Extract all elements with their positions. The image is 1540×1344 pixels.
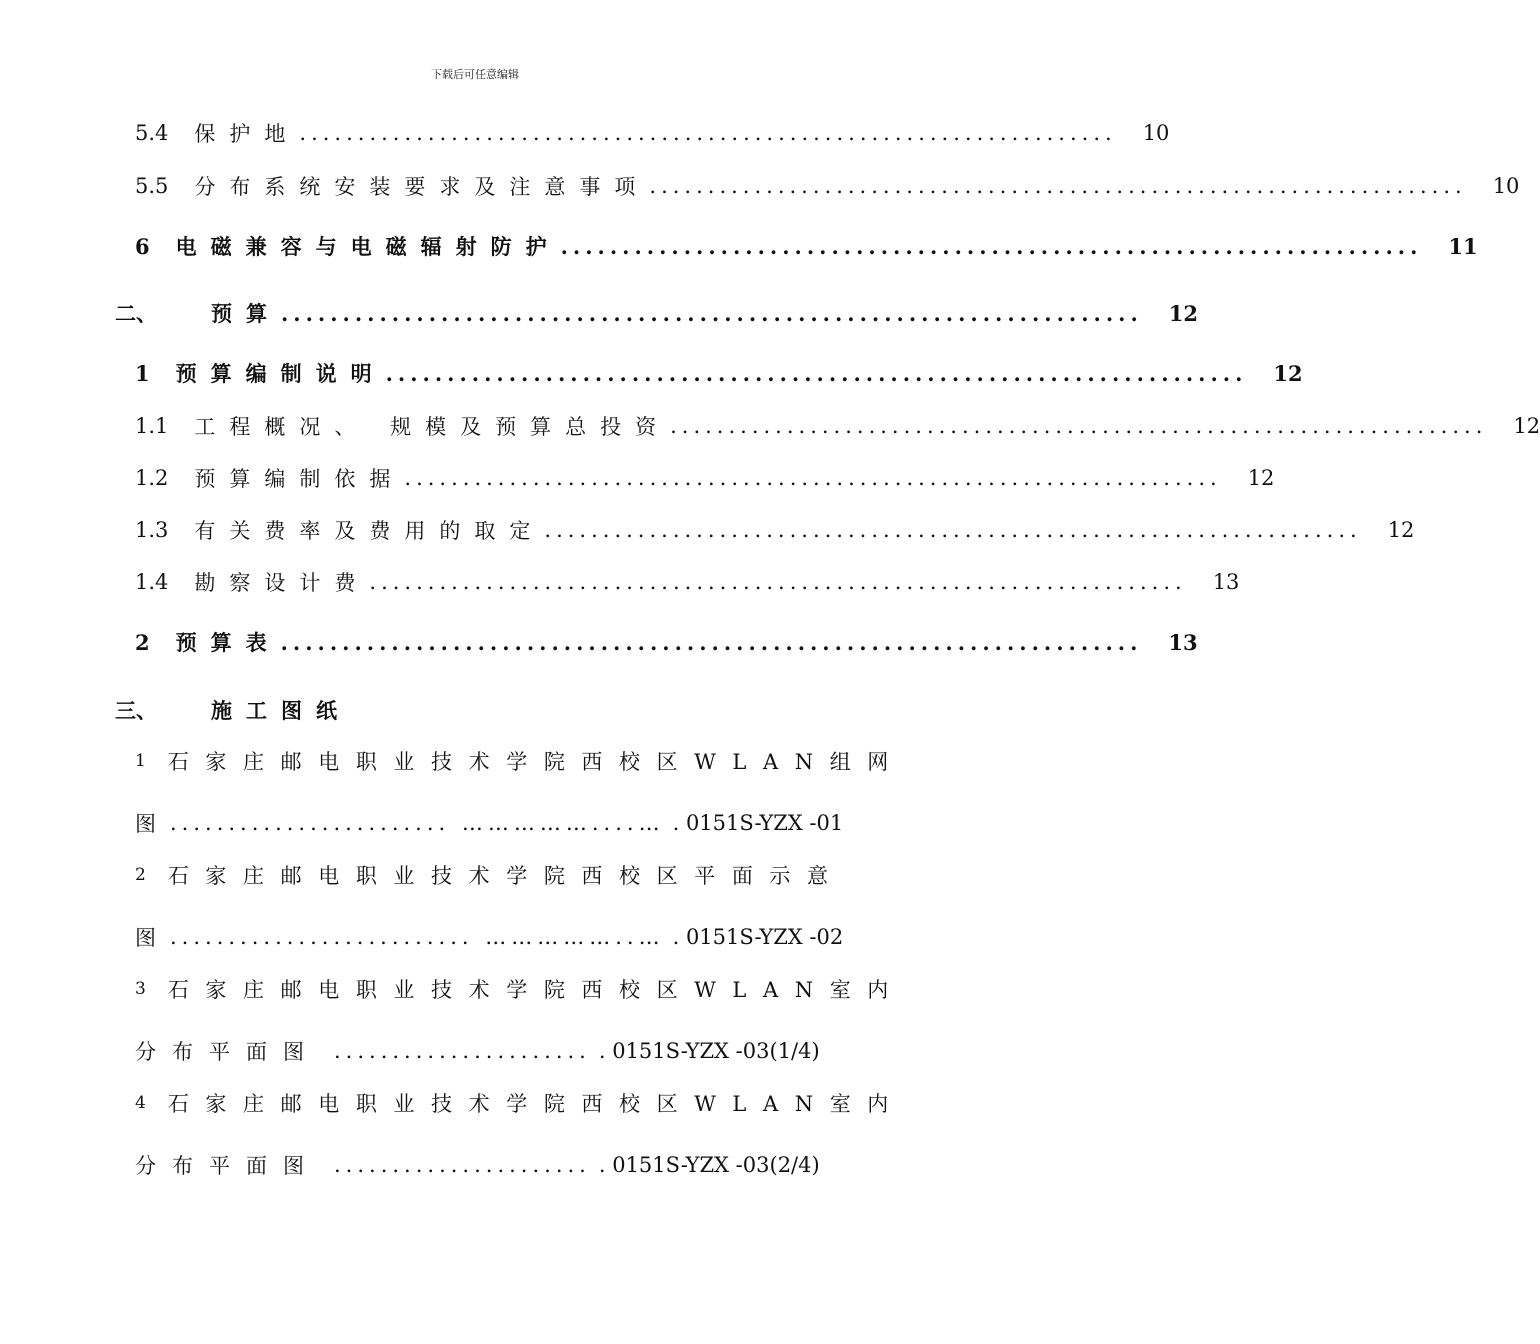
toc-number: 5.5 xyxy=(135,174,169,198)
toc-row[interactable] xyxy=(135,358,1303,388)
page-header: 下载后可任意编辑 xyxy=(431,68,519,81)
drawing-title: 石家庄邮电职业技术学院西校区WLAN组网 xyxy=(167,750,905,774)
section-number: 三、 xyxy=(115,698,157,723)
toc-page: 13 xyxy=(1168,629,1198,655)
drawing-code: . 0151S-YZX -03(2/4) xyxy=(598,1153,820,1177)
toc-number: 1.2 xyxy=(135,466,169,490)
drawing-code: . 0151S-YZX -02 xyxy=(672,925,844,949)
drawing-number: 1 xyxy=(135,751,146,771)
toc-title: 预算 xyxy=(211,301,281,326)
toc-number: 1.3 xyxy=(135,518,169,542)
toc-title: 分布系统安装要求及注意事项 xyxy=(194,175,650,199)
toc-leader: ...................................................................... xyxy=(649,174,1467,198)
drawing-item-cont[interactable] xyxy=(135,1036,820,1066)
toc-row[interactable] xyxy=(135,118,1170,148)
toc-leader: ...................................................................... xyxy=(369,570,1187,594)
drawing-title: 石家庄邮电职业技术学院西校区WLAN室内 xyxy=(167,1092,905,1116)
toc-number: 6 xyxy=(135,233,150,259)
toc-row[interactable] xyxy=(135,515,1415,545)
drawing-item[interactable] xyxy=(135,860,843,890)
section-title: 施工图纸 xyxy=(211,698,351,723)
toc-leader: ...................................................................... xyxy=(385,360,1248,386)
toc-leader: ...................... xyxy=(334,1039,591,1063)
drawing-code: . 0151S-YZX -01 xyxy=(672,811,844,835)
drawing-title: 石家庄邮电职业技术学院西校区WLAN室内 xyxy=(167,978,905,1002)
drawing-title-cont: 分布平面图 xyxy=(135,1154,320,1178)
toc-leader: ...................................................................... xyxy=(280,629,1143,655)
toc-page: 12 xyxy=(1168,300,1199,326)
section-heading xyxy=(115,695,843,725)
toc-title: 预算编制依据 xyxy=(194,467,405,491)
toc-row[interactable] xyxy=(135,171,1520,201)
drawing-title-cont: 图 xyxy=(135,926,156,950)
toc-title: 工程概况、 规模及预算总投资 xyxy=(194,415,671,439)
toc-page: 12 xyxy=(1273,360,1303,386)
toc-row[interactable] xyxy=(135,567,1240,597)
toc-leader: ........................ ……………....… xyxy=(170,811,665,835)
toc-title: 勘察设计费 xyxy=(194,571,370,595)
toc-title: 电磁兼容与电磁辐射防护 xyxy=(175,234,561,259)
toc-title: 预算表 xyxy=(175,630,281,655)
toc-page: 11 xyxy=(1448,233,1478,259)
toc-leader: ...................... xyxy=(334,1153,591,1177)
drawing-title-cont: 分布平面图 xyxy=(135,1040,320,1064)
toc-page: 12 xyxy=(1387,518,1415,542)
toc-page: 13 xyxy=(1212,570,1240,594)
drawing-item[interactable] xyxy=(135,1088,905,1118)
drawing-item-cont[interactable] xyxy=(135,922,843,952)
toc-row[interactable] xyxy=(135,411,1540,441)
drawing-code: . 0151S-YZX -03(1/4) xyxy=(598,1039,820,1063)
toc-leader: ...................................................................... xyxy=(299,121,1117,145)
drawing-number: 4 xyxy=(135,1093,146,1113)
toc-leader: .......................... ……………..… xyxy=(170,925,665,949)
toc-row[interactable] xyxy=(135,231,1478,261)
drawing-number: 2 xyxy=(135,865,146,885)
toc-number: 二、 xyxy=(115,301,157,326)
drawing-item-cont[interactable] xyxy=(135,808,843,838)
toc-row[interactable] xyxy=(135,463,1275,493)
toc-leader: ...................................................................... xyxy=(670,414,1488,438)
toc-leader: ...................................................................... xyxy=(281,300,1143,326)
toc-number: 2 xyxy=(135,629,150,655)
toc-page: 10 xyxy=(1142,121,1170,145)
toc-leader: ...................................................................... xyxy=(544,518,1362,542)
drawing-number: 3 xyxy=(135,979,146,999)
toc-number: 1.4 xyxy=(135,570,169,594)
toc-number: 1.1 xyxy=(135,414,169,438)
toc-row[interactable] xyxy=(115,298,1199,328)
toc-leader: ...................................................................... xyxy=(560,233,1423,259)
drawing-title: 石家庄邮电职业技术学院西校区平面示意 xyxy=(167,864,845,888)
toc-number: 5.4 xyxy=(135,121,169,145)
toc-page: 12 xyxy=(1513,414,1540,438)
toc-leader: ...................................................................... xyxy=(404,466,1222,490)
toc-page: 10 xyxy=(1492,174,1520,198)
toc-title: 有关费率及费用的取定 xyxy=(194,519,545,543)
toc-page: 12 xyxy=(1247,466,1275,490)
drawing-item-cont[interactable] xyxy=(135,1150,820,1180)
toc-title: 保护地 xyxy=(194,122,300,146)
toc-number: 1 xyxy=(135,360,150,386)
drawing-title-cont: 图 xyxy=(135,812,156,836)
toc-title: 预算编制说明 xyxy=(175,361,386,386)
toc-row[interactable] xyxy=(135,627,1198,657)
drawing-item[interactable] xyxy=(135,974,905,1004)
drawing-item[interactable] xyxy=(135,746,905,776)
